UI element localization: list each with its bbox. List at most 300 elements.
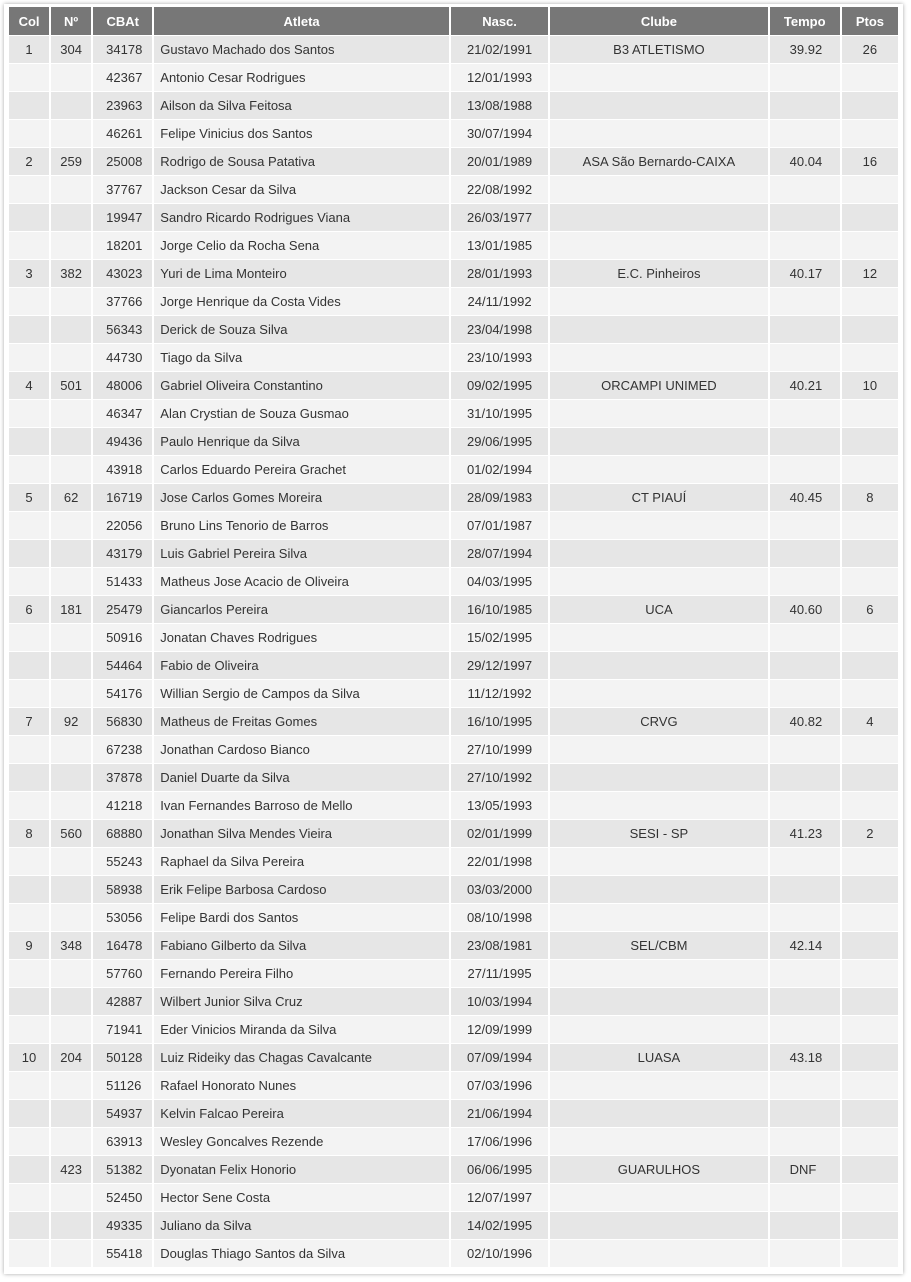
col-cell — [9, 428, 49, 456]
athlete-name-cell: Jonatan Chaves Rodrigues — [154, 624, 449, 652]
points-cell — [842, 120, 898, 148]
column-header-number[interactable]: Nº — [51, 7, 91, 36]
number-cell — [51, 568, 91, 596]
time-cell — [770, 1100, 840, 1128]
number-cell — [51, 428, 91, 456]
number-cell — [51, 876, 91, 904]
number-cell: 259 — [51, 148, 91, 176]
column-header-cbat[interactable]: CBAt — [93, 7, 152, 36]
number-cell — [51, 120, 91, 148]
col-cell — [9, 1212, 49, 1240]
points-cell — [842, 232, 898, 260]
club-cell — [550, 960, 767, 988]
points-cell — [842, 540, 898, 568]
birth-date-cell: 24/11/1992 — [451, 288, 548, 316]
cbat-cell: 19947 — [93, 204, 152, 232]
club-cell — [550, 848, 767, 876]
points-cell: 8 — [842, 484, 898, 512]
birth-date-cell: 29/06/1995 — [451, 428, 548, 456]
birth-date-cell: 21/06/1994 — [451, 1100, 548, 1128]
number-cell — [51, 1240, 91, 1268]
athlete-name-cell: Douglas Thiago Santos da Silva — [154, 1240, 449, 1268]
athlete-name-cell: Rafael Honorato Nunes — [154, 1072, 449, 1100]
time-cell: 42.14 — [770, 932, 840, 960]
table-row — [9, 204, 898, 232]
club-cell: ASA São Bernardo-CAIXA — [550, 148, 767, 176]
time-cell — [770, 1016, 840, 1044]
points-cell: 2 — [842, 820, 898, 848]
table-row — [9, 400, 898, 428]
col-cell: 10 — [9, 1044, 49, 1072]
col-cell: 8 — [9, 820, 49, 848]
club-cell — [550, 568, 767, 596]
column-header-tempo[interactable]: Tempo — [770, 7, 840, 36]
col-cell — [9, 1100, 49, 1128]
col-cell — [9, 204, 49, 232]
athlete-name-cell: Gabriel Oliveira Constantino — [154, 372, 449, 400]
club-cell — [550, 652, 767, 680]
number-cell: 181 — [51, 596, 91, 624]
club-cell — [550, 1240, 767, 1268]
cbat-cell: 34178 — [93, 36, 152, 64]
birth-date-cell: 28/09/1983 — [451, 484, 548, 512]
table-row — [9, 1184, 898, 1212]
col-cell — [9, 652, 49, 680]
time-cell — [770, 568, 840, 596]
cbat-cell: 22056 — [93, 512, 152, 540]
time-cell — [770, 176, 840, 204]
table-row — [9, 708, 898, 736]
time-cell — [770, 512, 840, 540]
number-cell — [51, 624, 91, 652]
table-row — [9, 344, 898, 372]
cbat-cell: 50916 — [93, 624, 152, 652]
club-cell — [550, 1016, 767, 1044]
points-cell — [842, 652, 898, 680]
column-header-atleta[interactable]: Atleta — [154, 7, 449, 36]
number-cell: 423 — [51, 1156, 91, 1184]
athlete-name-cell: Jorge Celio da Rocha Sena — [154, 232, 449, 260]
time-cell — [770, 400, 840, 428]
table-row — [9, 680, 898, 708]
club-cell: SEL/CBM — [550, 932, 767, 960]
table-row — [9, 820, 898, 848]
points-cell — [842, 1184, 898, 1212]
cbat-cell: 52450 — [93, 1184, 152, 1212]
time-cell — [770, 344, 840, 372]
time-cell — [770, 1240, 840, 1268]
time-cell — [770, 848, 840, 876]
time-cell — [770, 1212, 840, 1240]
number-cell — [51, 344, 91, 372]
table-row — [9, 540, 898, 568]
birth-date-cell: 22/08/1992 — [451, 176, 548, 204]
athlete-name-cell: Ailson da Silva Feitosa — [154, 92, 449, 120]
number-cell: 382 — [51, 260, 91, 288]
points-cell: 10 — [842, 372, 898, 400]
points-cell — [842, 204, 898, 232]
time-cell — [770, 288, 840, 316]
cbat-cell: 56343 — [93, 316, 152, 344]
number-cell — [51, 176, 91, 204]
club-cell: ORCAMPI UNIMED — [550, 372, 767, 400]
number-cell: 204 — [51, 1044, 91, 1072]
points-cell — [842, 792, 898, 820]
birth-date-cell: 12/01/1993 — [451, 64, 548, 92]
birth-date-cell: 16/10/1995 — [451, 708, 548, 736]
club-cell — [550, 764, 767, 792]
club-cell: GUARULHOS — [550, 1156, 767, 1184]
col-cell — [9, 624, 49, 652]
time-cell — [770, 764, 840, 792]
time-cell: 40.21 — [770, 372, 840, 400]
athlete-name-cell: Erik Felipe Barbosa Cardoso — [154, 876, 449, 904]
club-cell — [550, 232, 767, 260]
col-cell: 3 — [9, 260, 49, 288]
cbat-cell: 23963 — [93, 92, 152, 120]
table-row — [9, 1240, 898, 1268]
cbat-cell: 48006 — [93, 372, 152, 400]
col-cell: 4 — [9, 372, 49, 400]
time-cell — [770, 120, 840, 148]
club-cell — [550, 120, 767, 148]
column-header-clube[interactable]: Clube — [550, 7, 767, 36]
number-cell — [51, 904, 91, 932]
cbat-cell: 16478 — [93, 932, 152, 960]
birth-date-cell: 27/10/1992 — [451, 764, 548, 792]
table-row — [9, 1100, 898, 1128]
col-cell — [9, 792, 49, 820]
table-row — [9, 176, 898, 204]
club-cell: CRVG — [550, 708, 767, 736]
table-row — [9, 120, 898, 148]
number-cell — [51, 988, 91, 1016]
time-cell — [770, 680, 840, 708]
time-cell — [770, 960, 840, 988]
table-row — [9, 260, 898, 288]
birth-date-cell: 20/01/1989 — [451, 148, 548, 176]
birth-date-cell: 14/02/1995 — [451, 1212, 548, 1240]
table-row — [9, 652, 898, 680]
col-cell — [9, 1016, 49, 1044]
column-header-nasc[interactable]: Nasc. — [451, 7, 548, 36]
athlete-name-cell: Fabio de Oliveira — [154, 652, 449, 680]
number-cell — [51, 1128, 91, 1156]
number-cell — [51, 64, 91, 92]
cbat-cell: 53056 — [93, 904, 152, 932]
table-row — [9, 92, 898, 120]
athlete-name-cell: Alan Crystian de Souza Gusmao — [154, 400, 449, 428]
athlete-name-cell: Kelvin Falcao Pereira — [154, 1100, 449, 1128]
athlete-name-cell: Jonathan Silva Mendes Vieira — [154, 820, 449, 848]
table-row — [9, 36, 898, 64]
table-row — [9, 596, 898, 624]
points-cell: 6 — [842, 596, 898, 624]
athlete-name-cell: Jackson Cesar da Silva — [154, 176, 449, 204]
points-cell — [842, 848, 898, 876]
col-cell — [9, 1240, 49, 1268]
col-cell: 5 — [9, 484, 49, 512]
table-row — [9, 372, 898, 400]
table-row — [9, 848, 898, 876]
club-cell: SESI - SP — [550, 820, 767, 848]
number-cell — [51, 232, 91, 260]
number-cell — [51, 848, 91, 876]
col-cell — [9, 232, 49, 260]
col-cell — [9, 568, 49, 596]
athlete-name-cell: Fabiano Gilberto da Silva — [154, 932, 449, 960]
table-row — [9, 1016, 898, 1044]
col-cell — [9, 176, 49, 204]
cbat-cell: 18201 — [93, 232, 152, 260]
club-cell — [550, 624, 767, 652]
birth-date-cell: 12/07/1997 — [451, 1184, 548, 1212]
col-cell: 1 — [9, 36, 49, 64]
birth-date-cell: 23/04/1998 — [451, 316, 548, 344]
athlete-name-cell: Carlos Eduardo Pereira Grachet — [154, 456, 449, 484]
birth-date-cell: 27/11/1995 — [451, 960, 548, 988]
points-cell — [842, 456, 898, 484]
birth-date-cell: 23/10/1993 — [451, 344, 548, 372]
club-cell: B3 ATLETISMO — [550, 36, 767, 64]
col-cell: 2 — [9, 148, 49, 176]
points-cell — [842, 1156, 898, 1184]
table-row — [9, 1072, 898, 1100]
cbat-cell: 54176 — [93, 680, 152, 708]
cbat-cell: 63913 — [93, 1128, 152, 1156]
athlete-name-cell: Ivan Fernandes Barroso de Mello — [154, 792, 449, 820]
athlete-name-cell: Hector Sene Costa — [154, 1184, 449, 1212]
table-row — [9, 456, 898, 484]
points-cell — [842, 1016, 898, 1044]
athlete-name-cell: Daniel Duarte da Silva — [154, 764, 449, 792]
points-cell — [842, 1128, 898, 1156]
column-header-ptos[interactable]: Ptos — [842, 7, 898, 36]
club-cell — [550, 1184, 767, 1212]
birth-date-cell: 04/03/1995 — [451, 568, 548, 596]
birth-date-cell: 03/03/2000 — [451, 876, 548, 904]
number-cell — [51, 456, 91, 484]
birth-date-cell: 16/10/1985 — [451, 596, 548, 624]
points-cell: 4 — [842, 708, 898, 736]
birth-date-cell: 21/02/1991 — [451, 36, 548, 64]
col-cell — [9, 288, 49, 316]
birth-date-cell: 06/06/1995 — [451, 1156, 548, 1184]
column-header-col[interactable]: Col — [9, 7, 49, 36]
athlete-name-cell: Wesley Goncalves Rezende — [154, 1128, 449, 1156]
table-row — [9, 316, 898, 344]
club-cell: E.C. Pinheiros — [550, 260, 767, 288]
birth-date-cell: 31/10/1995 — [451, 400, 548, 428]
birth-date-cell: 01/02/1994 — [451, 456, 548, 484]
points-cell — [842, 64, 898, 92]
athlete-name-cell: Gustavo Machado dos Santos — [154, 36, 449, 64]
birth-date-cell: 08/10/1998 — [451, 904, 548, 932]
number-cell — [51, 680, 91, 708]
points-cell — [842, 400, 898, 428]
athlete-name-cell: Eder Vinicios Miranda da Silva — [154, 1016, 449, 1044]
club-cell — [550, 988, 767, 1016]
points-cell — [842, 428, 898, 456]
time-cell — [770, 540, 840, 568]
birth-date-cell: 26/03/1977 — [451, 204, 548, 232]
time-cell — [770, 792, 840, 820]
table-row — [9, 792, 898, 820]
club-cell — [550, 736, 767, 764]
cbat-cell: 58938 — [93, 876, 152, 904]
time-cell: 41.23 — [770, 820, 840, 848]
points-cell — [842, 904, 898, 932]
birth-date-cell: 07/01/1987 — [451, 512, 548, 540]
points-cell — [842, 960, 898, 988]
points-cell: 26 — [842, 36, 898, 64]
birth-date-cell: 13/08/1988 — [451, 92, 548, 120]
points-cell — [842, 1212, 898, 1240]
time-cell — [770, 204, 840, 232]
athlete-name-cell: Derick de Souza Silva — [154, 316, 449, 344]
number-cell — [51, 652, 91, 680]
col-cell — [9, 512, 49, 540]
time-cell — [770, 1184, 840, 1212]
number-cell — [51, 400, 91, 428]
athlete-name-cell: Luis Gabriel Pereira Silva — [154, 540, 449, 568]
club-cell — [550, 1072, 767, 1100]
birth-date-cell: 02/01/1999 — [451, 820, 548, 848]
club-cell: UCA — [550, 596, 767, 624]
points-cell — [842, 316, 898, 344]
col-cell — [9, 848, 49, 876]
time-cell — [770, 428, 840, 456]
col-cell: 7 — [9, 708, 49, 736]
number-cell — [51, 288, 91, 316]
number-cell — [51, 512, 91, 540]
table-row — [9, 764, 898, 792]
number-cell — [51, 316, 91, 344]
cbat-cell: 44730 — [93, 344, 152, 372]
athlete-name-cell: Luiz Rideiky das Chagas Cavalcante — [154, 1044, 449, 1072]
cbat-cell: 46261 — [93, 120, 152, 148]
club-cell — [550, 512, 767, 540]
points-cell — [842, 624, 898, 652]
birth-date-cell: 29/12/1997 — [451, 652, 548, 680]
number-cell — [51, 1100, 91, 1128]
birth-date-cell: 27/10/1999 — [451, 736, 548, 764]
club-cell: LUASA — [550, 1044, 767, 1072]
time-cell — [770, 736, 840, 764]
col-cell — [9, 1128, 49, 1156]
club-cell — [550, 1128, 767, 1156]
table-row — [9, 876, 898, 904]
points-cell — [842, 344, 898, 372]
cbat-cell: 42367 — [93, 64, 152, 92]
club-cell — [550, 176, 767, 204]
cbat-cell: 57760 — [93, 960, 152, 988]
club-cell — [550, 540, 767, 568]
cbat-cell: 42887 — [93, 988, 152, 1016]
time-cell: 40.04 — [770, 148, 840, 176]
birth-date-cell: 11/12/1992 — [451, 680, 548, 708]
table-row — [9, 232, 898, 260]
athlete-name-cell: Antonio Cesar Rodrigues — [154, 64, 449, 92]
athlete-name-cell: Raphael da Silva Pereira — [154, 848, 449, 876]
table-row — [9, 568, 898, 596]
birth-date-cell: 02/10/1996 — [451, 1240, 548, 1268]
cbat-cell: 43918 — [93, 456, 152, 484]
number-cell — [51, 1184, 91, 1212]
club-cell — [550, 204, 767, 232]
cbat-cell: 56830 — [93, 708, 152, 736]
club-cell — [550, 904, 767, 932]
club-cell — [550, 792, 767, 820]
athlete-name-cell: Matheus Jose Acacio de Oliveira — [154, 568, 449, 596]
club-cell — [550, 316, 767, 344]
number-cell: 92 — [51, 708, 91, 736]
number-cell: 501 — [51, 372, 91, 400]
birth-date-cell: 07/03/1996 — [451, 1072, 548, 1100]
club-cell — [550, 288, 767, 316]
number-cell — [51, 92, 91, 120]
col-cell — [9, 1156, 49, 1184]
time-cell — [770, 1128, 840, 1156]
cbat-cell: 55243 — [93, 848, 152, 876]
table-row — [9, 428, 898, 456]
cbat-cell: 50128 — [93, 1044, 152, 1072]
number-cell — [51, 960, 91, 988]
cbat-cell: 41218 — [93, 792, 152, 820]
time-cell: 40.60 — [770, 596, 840, 624]
birth-date-cell: 09/02/1995 — [451, 372, 548, 400]
time-cell — [770, 316, 840, 344]
col-cell — [9, 1184, 49, 1212]
birth-date-cell: 28/07/1994 — [451, 540, 548, 568]
birth-date-cell: 30/07/1994 — [451, 120, 548, 148]
col-cell — [9, 1072, 49, 1100]
number-cell — [51, 736, 91, 764]
table-row — [9, 932, 898, 960]
table-row — [9, 1212, 898, 1240]
athlete-name-cell: Felipe Bardi dos Santos — [154, 904, 449, 932]
club-cell — [550, 456, 767, 484]
cbat-cell: 25479 — [93, 596, 152, 624]
col-cell — [9, 64, 49, 92]
birth-date-cell: 13/01/1985 — [451, 232, 548, 260]
number-cell — [51, 1016, 91, 1044]
cbat-cell: 51382 — [93, 1156, 152, 1184]
points-cell — [842, 876, 898, 904]
athlete-name-cell: Willian Sergio de Campos da Silva — [154, 680, 449, 708]
club-cell — [550, 64, 767, 92]
athlete-name-cell: Jorge Henrique da Costa Vides — [154, 288, 449, 316]
col-cell — [9, 960, 49, 988]
athlete-name-cell: Wilbert Junior Silva Cruz — [154, 988, 449, 1016]
col-cell — [9, 344, 49, 372]
number-cell — [51, 1212, 91, 1240]
points-cell — [842, 1100, 898, 1128]
time-cell: 40.17 — [770, 260, 840, 288]
table-row — [9, 624, 898, 652]
number-cell — [51, 792, 91, 820]
cbat-cell: 46347 — [93, 400, 152, 428]
number-cell — [51, 540, 91, 568]
cbat-cell: 51126 — [93, 1072, 152, 1100]
table-row — [9, 904, 898, 932]
club-cell — [550, 344, 767, 372]
athlete-name-cell: Rodrigo de Sousa Patativa — [154, 148, 449, 176]
athlete-name-cell: Juliano da Silva — [154, 1212, 449, 1240]
col-cell — [9, 876, 49, 904]
table-row — [9, 988, 898, 1016]
time-cell — [770, 652, 840, 680]
